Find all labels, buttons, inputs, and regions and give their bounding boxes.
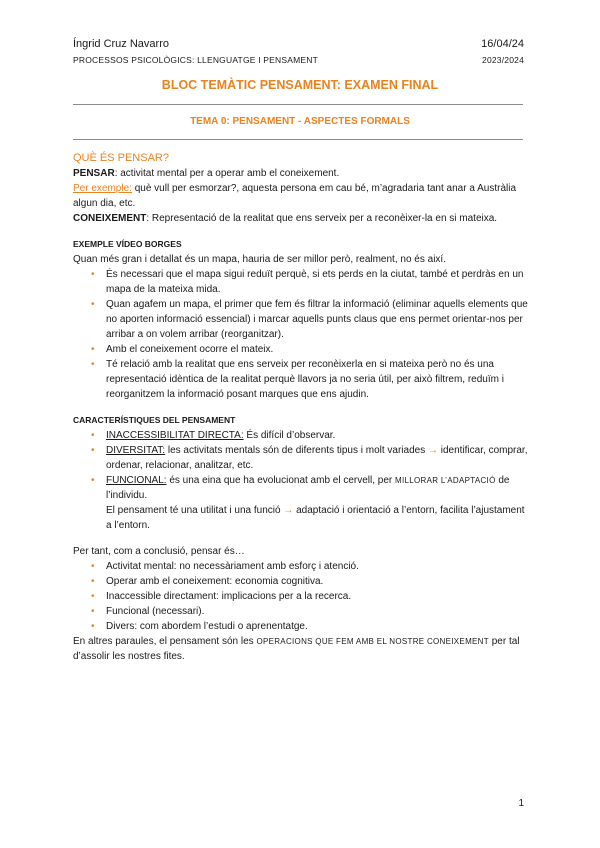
item-label: FUNCIONAL: — [106, 475, 167, 486]
example-paragraph — [73, 181, 528, 211]
document-body — [73, 150, 528, 664]
example-text: què vull per esmorzar?, aquesta persona em cau bé, m’agradaria tant anar a Austràlia algun dia, etc. — [73, 183, 517, 209]
section-heading-que-es-pensar: QUÈ ÉS PENSAR? — [73, 152, 169, 164]
function-text-2: adaptació i orientació a l’entorn, facilita l’ajustament a l’entorn. — [106, 505, 525, 531]
conclusion-intro: Per tant, com a conclusió, pensar és… — [73, 546, 245, 557]
author-name: Íngrid Cruz Navarro — [73, 38, 169, 50]
function-paragraph — [73, 503, 528, 533]
section-heading-borges: EXEMPLE VÍDEO BORGES — [73, 239, 182, 249]
list-item: • Inaccessible directament: implicacions per a la recerca. — [106, 589, 528, 604]
example-label: Per exemple: — [73, 183, 132, 194]
item-text-2: de l’individu. — [106, 475, 510, 501]
function-text: El pensament té una utilitat i una funció — [106, 505, 284, 516]
item-text: és una eina que ha evolucionat amb el cervell, per — [166, 475, 396, 486]
borges-list — [73, 267, 528, 402]
conclusion-list — [73, 559, 528, 634]
list-item: • Activitat mental: no necessàriament amb esforç i atenció. — [106, 559, 528, 574]
closing-text-a: En altres paraules, el pensament són les — [73, 636, 257, 647]
borges-intro: Quan més gran i detallat és un mapa, hauria de ser millor però, realment, no és així. — [73, 254, 446, 265]
list-item: • Funcional (necessari). — [106, 604, 528, 619]
section-heading-caracteristiques: CARACTERÍSTIQUES DEL PENSAMENT — [73, 415, 236, 425]
subtitle-divider — [73, 139, 523, 140]
arrow-icon: → — [283, 505, 294, 516]
characteristics-list — [73, 428, 528, 503]
list-item: • Operar amb el coneixement: economia cognitiva. — [106, 574, 528, 589]
coneixement-label: CONEIXEMENT — [73, 213, 147, 224]
list-item: • Té relació amb la realitat que ens serveix per reconèixerla en si mateixa però no és una representació idèntica de la realitat perquè llavors ja no seria útil, per això filtrem, reduïm i reorganitzem la informació posant marques que ens ajudin. — [106, 357, 528, 402]
list-item — [106, 443, 528, 473]
closing-text-b: per tal d’assolir les nostres fites. — [73, 636, 520, 662]
item-smallcaps: MILLORAR L’ADAPTACIÓ — [395, 476, 496, 485]
header-row-1 — [73, 38, 524, 50]
item-label: DIVERSITAT: — [106, 445, 166, 456]
arrow-icon: → — [428, 445, 438, 456]
page-number: 1 — [518, 798, 524, 809]
item-text: És difícil d’observar. — [243, 430, 336, 441]
pensar-definition — [73, 166, 528, 181]
list-item: • Amb el coneixement ocorre el mateix. — [106, 342, 528, 357]
list-item — [106, 473, 528, 503]
coneixement-definition — [73, 211, 528, 226]
course-name: PROCESSOS PSICOLÒGICS: LLENGUATGE I PENSAMENT — [73, 55, 319, 65]
list-item: • Quan agafem un mapa, el primer que fem és filtrar la informació (eliminar aquells elements que no aporten informació essencial) i marcar aquells punts claus que ens permet orientar-nos per arribar a on volem arribar (reorganitzar). — [106, 297, 528, 342]
closing-smallcaps: OPERACIONS QUE FEM AMB EL NOSTRE CONEIXEMENT — [256, 637, 489, 646]
list-item: • És necessari que el mapa sigui reduït perquè, si ets perds en la ciutat, també et perdràs en un mapa de la mateixa mida. — [106, 267, 528, 297]
closing-paragraph — [73, 634, 528, 664]
header-date: 16/04/24 — [481, 38, 524, 50]
document-subtitle: TEMA 0: PENSAMENT - ASPECTES FORMALS — [190, 116, 410, 127]
item-text-2: identificar, comprar, ordenar, relacionar, analitzar, etc. — [106, 445, 528, 471]
pensar-text: : activitat mental per a operar amb el coneixement. — [114, 168, 340, 179]
title-divider — [73, 104, 523, 105]
coneixement-text: : Representació de la realitat que ens serveix per a reconèixer-la en si mateixa. — [146, 213, 498, 224]
document-title: BLOC TEMÀTIC PENSAMENT: EXAMEN FINAL — [161, 78, 439, 92]
pensar-label: PENSAR — [73, 168, 115, 179]
list-item: • Divers: com abordem l’estudi o aprenentatge. — [106, 619, 528, 634]
list-item — [106, 428, 528, 443]
item-label: INACCESSIBILITAT DIRECTA: — [106, 430, 244, 441]
academic-year: 2023/2024 — [482, 55, 524, 65]
header-row-2 — [73, 55, 524, 65]
item-text: les activitats mentals són de diferents tipus i molt variades — [165, 445, 428, 456]
